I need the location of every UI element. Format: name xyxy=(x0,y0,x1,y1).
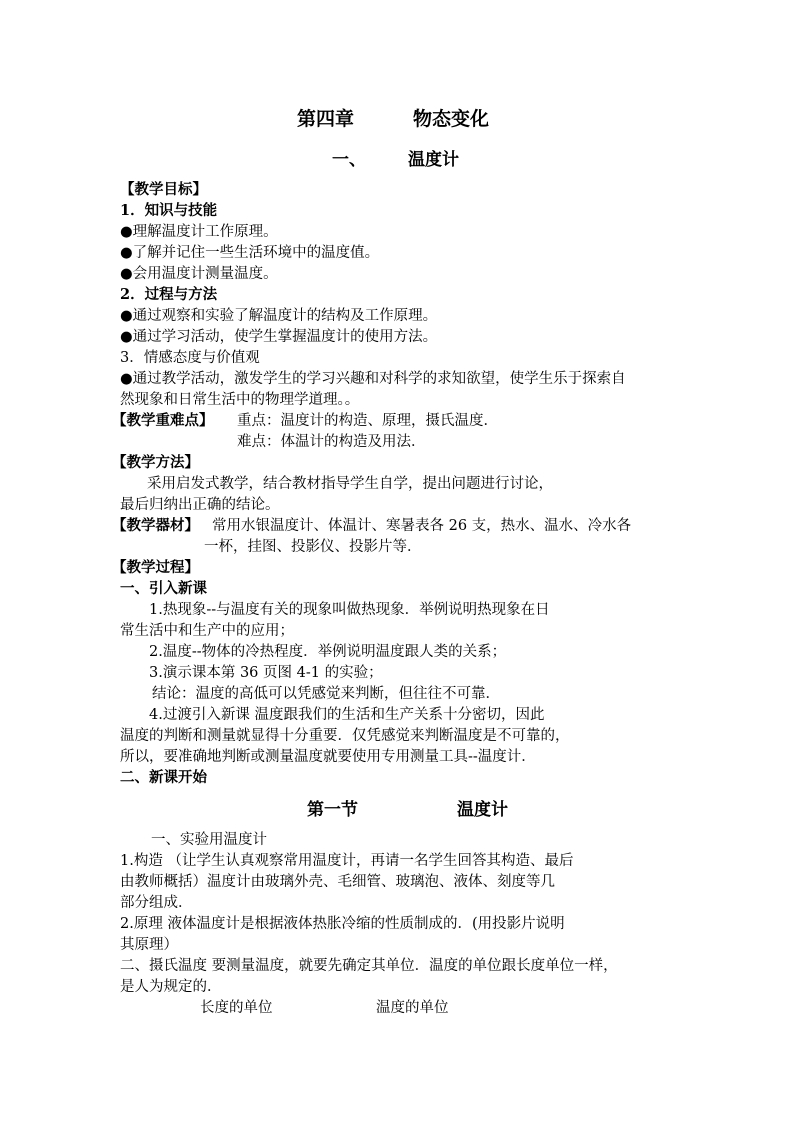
method-header: 【教学方法】 xyxy=(112,454,199,471)
process-item-2: ●通过学习活动，使学生掌握温度计的使用方法。 xyxy=(120,329,438,345)
difficult-points: 难点：体温计的构造及用法． xyxy=(237,434,426,450)
lesson-section-title: 温度计 xyxy=(457,800,508,820)
temperature-unit-column: 温度的单位 xyxy=(376,1000,449,1016)
celsius-line-1: 二、摄氏温度 要测量温度，就要先确定其单位．温度的单位跟长度单位一样， xyxy=(120,958,618,974)
method-line-1: 采用启发式教学，结合教材指导学生自学，提出问题进行讨论， xyxy=(147,476,553,492)
lesson-section-label: 第一节 xyxy=(307,800,358,820)
section-number: 一、 xyxy=(332,150,366,170)
equipment-line-2: 一杯，挂图、投影仪、投影片等． xyxy=(204,539,422,555)
intro-title: 一、引入新课 xyxy=(120,580,207,597)
attitude-title: 3．情感态度与价值观 xyxy=(120,350,260,366)
intro-item-1-line-1: 1.热现象--与温度有关的现象叫做热现象．举例说明热现象在日 xyxy=(149,602,550,618)
equipment-line-1: 常用水银温度计、体温计、寒暑表各 26 支，热水、温水、冷水各 xyxy=(212,518,632,534)
intro-item-3: 3.演示课本第 36 页图 4-1 的实验； xyxy=(149,665,383,681)
lesson-subheading-1: 一、实验用温度计 xyxy=(151,832,267,848)
attitude-item-line-2: 然现象和日常生活中的物理学道理。。 xyxy=(120,392,360,408)
key-difficult-header: 【教学重难点】 xyxy=(112,412,214,429)
attitude-item-line-1: ●通过教学活动，激发学生的学习兴趣和对科学的求知欲望，使学生乐于探索自 xyxy=(120,371,626,387)
knowledge-title: 1．知识与技能 xyxy=(120,202,218,219)
key-points: 重点：温度计的构造、原理，摄氏温度． xyxy=(237,413,498,429)
process-method-title: 2．过程与方法 xyxy=(120,286,218,303)
construction-line-2: 由教师概括）温度计由玻璃外壳、毛细管、玻璃泡、液体、刻度等几 xyxy=(120,874,555,890)
knowledge-item-3: ●会用温度计测量温度。 xyxy=(120,266,278,282)
intro-item-2: 2.温度--物体的冷热程度．举例说明温度跟人类的关系； xyxy=(149,644,507,660)
construction-line-3: 部分组成． xyxy=(120,895,193,911)
celsius-line-2: 是人为规定的． xyxy=(120,979,222,995)
new-lesson-title: 二、新课开始 xyxy=(120,769,207,786)
principle-line-1: 2.原理 液体温度计是根据液体热胀冷缩的性质制成的．(用投影片说明 xyxy=(120,916,565,932)
process-header: 【教学过程】 xyxy=(112,559,199,576)
section-title: 温度计 xyxy=(408,150,459,170)
goals-header: 【教学目标】 xyxy=(120,181,207,198)
method-line-2: 最后归纳出正确的结论。 xyxy=(120,497,280,513)
chapter-title: 物态变化 xyxy=(413,108,490,130)
principle-line-2: 其原理） xyxy=(120,937,178,953)
chapter-label: 第四章 xyxy=(297,108,355,130)
intro-item-4-line-3: 所以，要准确地判断或测量温度就要使用专用测量工具--温度计． xyxy=(120,749,536,765)
intro-item-1-line-2: 常生活中和生产中的应用； xyxy=(120,623,294,639)
equipment-header: 【教学器材】 xyxy=(112,517,199,534)
knowledge-item-1: ●理解温度计工作原理。 xyxy=(120,224,278,240)
construction-line-1: 1.构造 （让学生认真观察常用温度计，再请一名学生回答其构造、最后 xyxy=(120,853,574,869)
intro-item-4-line-1: 4.过渡引入新课 温度跟我们的生活和生产关系十分密切，因此 xyxy=(149,707,545,723)
process-item-1: ●通过观察和实验了解温度计的结构及工作原理。 xyxy=(120,308,438,324)
knowledge-item-2: ●了解并记住一些生活环境中的温度值。 xyxy=(120,245,380,261)
intro-conclusion: 结论：温度的高低可以凭感觉来判断，但往往不可靠． xyxy=(152,686,500,702)
length-unit-column: 长度的单位 xyxy=(200,1000,273,1016)
intro-item-4-line-2: 温度的判断和测量就显得十分重要．仅凭感觉来判断温度是不可靠的， xyxy=(120,728,570,744)
